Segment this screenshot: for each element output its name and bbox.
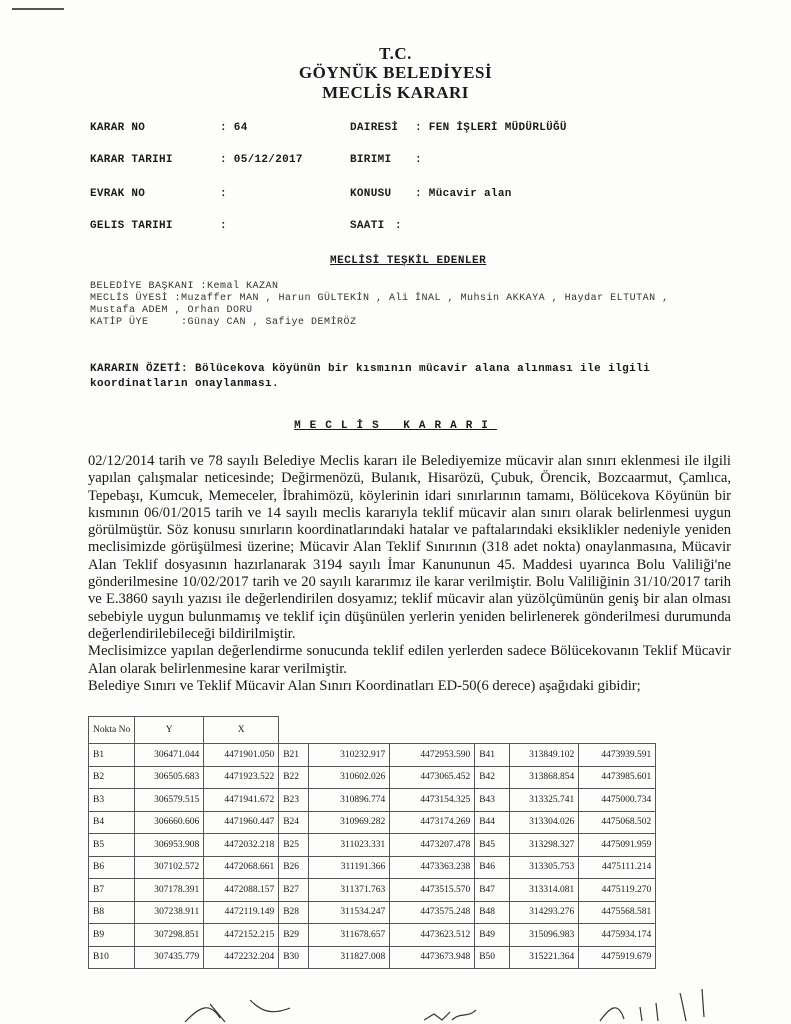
table-cell: B46	[475, 856, 510, 879]
table-cell: 307298.851	[135, 924, 204, 947]
table-cell: 307102.572	[135, 856, 204, 879]
summary-label: KARARIN ÖZETİ:	[90, 363, 189, 375]
decision-summary	[90, 362, 740, 392]
table-cell: B3	[89, 789, 135, 812]
table-cell: 306505.683	[135, 766, 204, 789]
table-cell: 306660.606	[135, 811, 204, 834]
table-cell: B8	[89, 901, 135, 924]
table-cell: 313314.081	[510, 879, 579, 902]
table-cell: 315221.364	[510, 946, 579, 969]
table-cell: 4475111.214	[579, 856, 656, 879]
table-cell: 4475568.581	[579, 901, 656, 924]
members-mayor: BELEDİYE BAŞKANI :Kemal KAZAN	[90, 281, 279, 292]
table-cell: B50	[475, 946, 510, 969]
table-cell: 4472953.590	[390, 744, 475, 767]
table-cell: B1	[89, 744, 135, 767]
dairesi-value: : FEN İŞLERİ MÜDÜRLÜĞÜ	[415, 122, 567, 134]
members-council-cont: Mustafa ADEM , Orhan DORU	[90, 305, 253, 316]
table-cell: 313305.753	[510, 856, 579, 879]
table-cell: 313325.741	[510, 789, 579, 812]
decision-paragraph-3: Belediye Sınırı ve Teklif Mücavir Alan Sınırı Koordinatları ED-50(6 derece) aşağıdaki gibidir;	[88, 677, 641, 694]
table-cell: 307238.911	[135, 901, 204, 924]
birimi-label: BIRIMI	[350, 154, 392, 166]
members-council: MECLİS ÜYESİ :Muzaffer MAN , Harun GÜLTEKİN , Ali İNAL , Muhsin AKKAYA , Haydar ELTUTAN ,	[90, 293, 669, 304]
table-row	[89, 879, 656, 902]
table-cell: B29	[279, 924, 309, 947]
evrak-no-value: :	[220, 188, 227, 200]
table-cell: 4473207.478	[390, 834, 475, 857]
table-row	[89, 856, 656, 879]
table-cell: B47	[475, 879, 510, 902]
dairesi-label: DAIRESİ	[350, 122, 399, 134]
table-cell: B10	[89, 946, 135, 969]
table-cell: 311827.008	[309, 946, 390, 969]
table-cell: B5	[89, 834, 135, 857]
table-cell: 313298.327	[510, 834, 579, 857]
table-cell: B6	[89, 856, 135, 879]
table-cell: 313849.102	[510, 744, 579, 767]
table-cell: B23	[279, 789, 309, 812]
summary-text-1: Bölücekova köyünün bir kısmının mücavir alana alınması ile ilgili	[188, 363, 651, 375]
table-cell: B49	[475, 924, 510, 947]
table-cell: 4473065.452	[390, 766, 475, 789]
table-cell: 310896.774	[309, 789, 390, 812]
coordinates-table	[88, 716, 656, 969]
karar-tarihi-label: KARAR TARIHI	[90, 154, 173, 166]
members-block	[90, 281, 669, 329]
table-cell: 4473623.512	[390, 924, 475, 947]
table-cell: 4473363.238	[390, 856, 475, 879]
table-row	[89, 924, 656, 947]
table-cell: 311371.763	[309, 879, 390, 902]
table-cell: 306579.515	[135, 789, 204, 812]
table-cell: 313304.026	[510, 811, 579, 834]
decision-body	[88, 453, 731, 695]
table-row	[89, 946, 656, 969]
summary-text-2: koordinatların onaylanması.	[90, 378, 280, 390]
table-cell: 4473575.248	[390, 901, 475, 924]
table-row	[89, 901, 656, 924]
table-cell: B45	[475, 834, 510, 857]
members-clerks: KATİP ÜYE :Günay CAN , Safiye DEMİRÖZ	[90, 317, 357, 328]
table-cell: B2	[89, 766, 135, 789]
table-cell: 311191.366	[309, 856, 390, 879]
table-cell: 310969.282	[309, 811, 390, 834]
header-document-type: MECLİS KARARI	[322, 83, 469, 102]
table-cell: 4473515.570	[390, 879, 475, 902]
gelis-tarihi-label: GELIS TARIHI	[90, 220, 173, 232]
table-cell: 315096.983	[510, 924, 579, 947]
table-cell: B21	[279, 744, 309, 767]
konusu-label: KONUSU	[350, 188, 392, 200]
saati-label: SAATI	[350, 220, 385, 232]
table-cell: 4475000.734	[579, 789, 656, 812]
table-cell: B41	[475, 744, 510, 767]
table-row	[89, 811, 656, 834]
table-cell: 4472232.204	[204, 946, 279, 969]
table-cell: 311534.247	[309, 901, 390, 924]
saati-value: :	[395, 220, 402, 232]
decision-paragraph-2: Meclisimizce yapılan değerlendirme sonucunda teklif edilen yerlerden sadece Bölücekovanın Teklif Mücavir Alan olarak belirlenmesine karar verilmiştir.	[88, 643, 731, 677]
table-cell: B44	[475, 811, 510, 834]
karar-tarihi-value: : 05/12/2017	[220, 154, 303, 166]
table-cell: B24	[279, 811, 309, 834]
table-cell: 310602.026	[309, 766, 390, 789]
table-cell: 4472068.661	[204, 856, 279, 879]
table-cell: B22	[279, 766, 309, 789]
table-cell: 4472152.215	[204, 924, 279, 947]
table-cell: 311678.657	[309, 924, 390, 947]
table-cell: 4473154.325	[390, 789, 475, 812]
table-row	[89, 789, 656, 812]
header-x: X	[204, 717, 279, 744]
signature-1	[180, 996, 300, 1024]
karar-no-label: KARAR NO	[90, 122, 146, 134]
table-cell: B27	[279, 879, 309, 902]
table-cell: 306471.044	[135, 744, 204, 767]
birimi-value: :	[415, 154, 422, 166]
table-cell: 311023.331	[309, 834, 390, 857]
table-row	[89, 744, 656, 767]
table-cell: 307178.391	[135, 879, 204, 902]
gelis-tarihi-value: :	[220, 220, 227, 232]
table-cell: B42	[475, 766, 510, 789]
table-cell: 310232.917	[309, 744, 390, 767]
table-cell: 4473673.948	[390, 946, 475, 969]
header-y: Y	[135, 717, 204, 744]
table-cell: 4473939.591	[579, 744, 656, 767]
table-cell: 4473985.601	[579, 766, 656, 789]
table-cell: B43	[475, 789, 510, 812]
header-tc: T.C.	[379, 44, 412, 63]
signature-3	[590, 985, 720, 1024]
table-cell: 4471941.672	[204, 789, 279, 812]
table-cell: 4472119.149	[204, 901, 279, 924]
table-row	[89, 834, 656, 857]
table-cell: 4472032.218	[204, 834, 279, 857]
table-cell: B7	[89, 879, 135, 902]
scan-mark	[12, 8, 64, 10]
decision-paragraph-1: 02/12/2014 tarih ve 78 sayılı Belediye Meclis kararı ile Belediyemize mücavir alan sınırı eklenmesi ile ilgili yapılan çalışmalar neticesinde; Değirmenözü, Bulanık, Hisarözü, Çubuk, Örencik, Bozcaarmut, Çamlıca, Tepebaşı, Kumcuk, Memeceler, İbrahimözü, köylerinin idari sınırlarının tamamı, Bölücekova Köyünün bir kısmının 06/01/2015 tarih ve 14 sayılı meclis kararıyla teklif mücavir alan sınırı olarak belirlenmesi uygun görülmüştür. Söz konusu sınırların koordinatlarındaki hatalar ve paftalarındaki eksiklikler nedeniyle yeniden meclisimizde görüşülmesi üzerine; Mücavir Alan Teklif Sınırının (318 adet nokta) onaylanmasına, Mücavir Alan Teklif dosyasının hazırlanarak 3194 sayılı İmar Kanununun 45. Maddesi uyarınca Bolu Valiliği'ne gönderilmesine 10/02/2017 tarih ve 20 sayılı kararımız ile karar verilmiştir. Bolu Valiliğinin 31/10/2017 tarih ve E.3860 sayılı yazısı ile değerlendirilen dosyamız; teklif mücavir alan yüzölçümünün geniş bir alan olması sebebiyle uygun bulunmamış ve teklif için düşünülen yerlerin yeniden belirlenerek gönderilmesi durumunda değerlendirilebileceği bildirilmiştir.	[88, 453, 731, 642]
table-cell: B25	[279, 834, 309, 857]
karar-no-value: : 64	[220, 122, 248, 134]
table-cell: B30	[279, 946, 309, 969]
table-cell: B9	[89, 924, 135, 947]
table-cell: 313868.854	[510, 766, 579, 789]
table-cell: 4473174.269	[390, 811, 475, 834]
header-municipality: GÖYNÜK BELEDİYESİ	[298, 63, 493, 82]
decision-title: MECLİS KARARI	[294, 420, 497, 432]
table-header-row	[89, 717, 656, 744]
table-cell: 4471960.447	[204, 811, 279, 834]
header-nokta-no: Nokta No	[89, 717, 135, 744]
signature-2	[420, 1000, 480, 1024]
konusu-value: : Mücavir alan	[415, 188, 512, 200]
table-cell: B4	[89, 811, 135, 834]
table-cell: 4475068.502	[579, 811, 656, 834]
table-cell: 4475119.270	[579, 879, 656, 902]
evrak-no-label: EVRAK NO	[90, 188, 146, 200]
table-cell: B26	[279, 856, 309, 879]
table-cell: 4471923.522	[204, 766, 279, 789]
table-cell: 4475091.959	[579, 834, 656, 857]
table-cell: 4475934.174	[579, 924, 656, 947]
members-title: MECLİSİ TEŞKİL EDENLER	[330, 255, 487, 267]
table-cell: 4472088.157	[204, 879, 279, 902]
table-row	[89, 766, 656, 789]
table-cell: 306953.908	[135, 834, 204, 857]
table-cell: B28	[279, 901, 309, 924]
table-cell: 4471901.050	[204, 744, 279, 767]
table-cell: B48	[475, 901, 510, 924]
table-cell: 307435.779	[135, 946, 204, 969]
table-cell: 4475919.679	[579, 946, 656, 969]
table-cell: 314293.276	[510, 901, 579, 924]
